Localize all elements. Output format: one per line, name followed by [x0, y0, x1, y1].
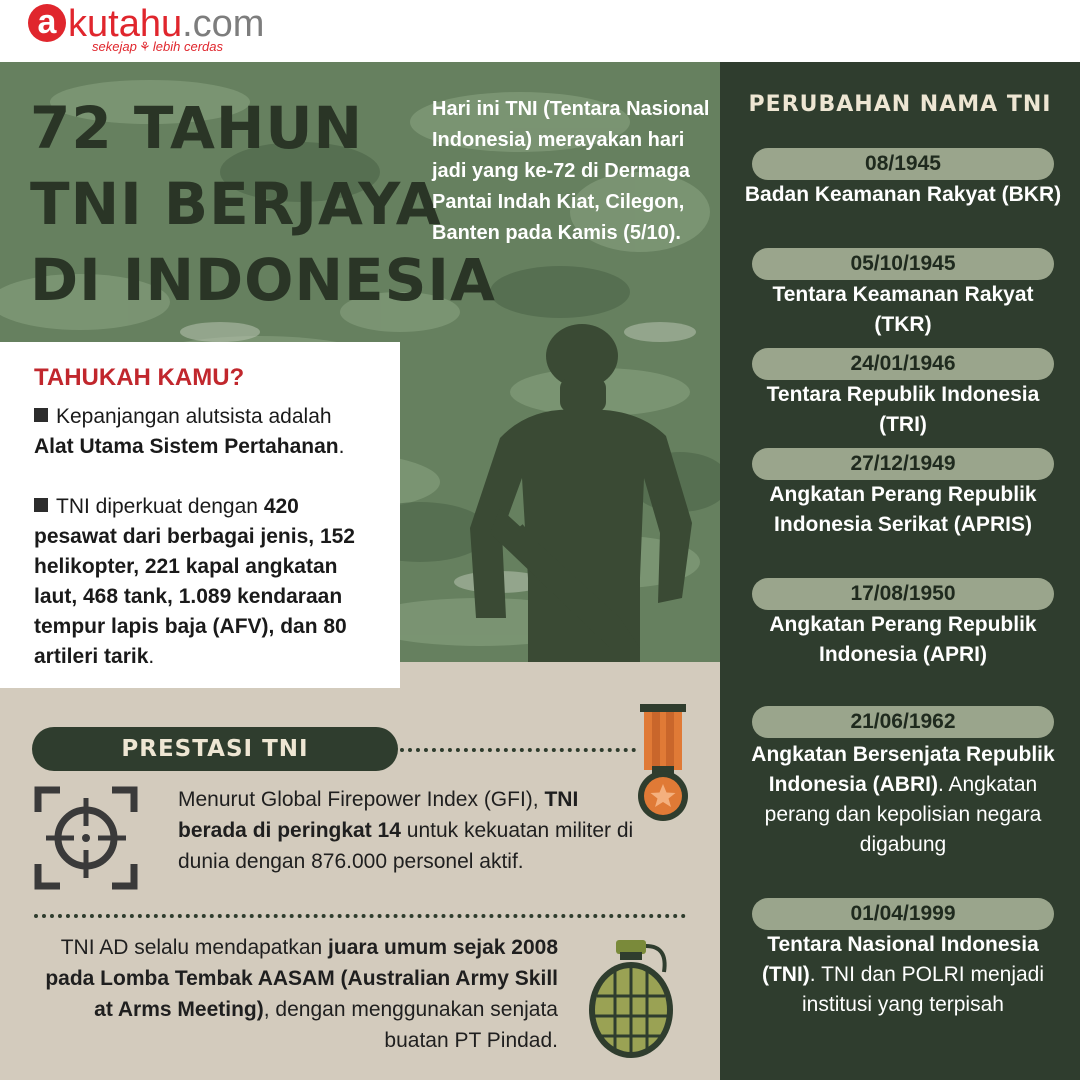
timeline-entry-2 — [742, 280, 1064, 340]
timeline-date-2: 05/10/1945 — [752, 248, 1054, 280]
logo-badge: a — [28, 4, 66, 42]
timeline-name-5: Angkatan Perang Republik Indonesia (APRI) — [769, 613, 1037, 666]
timeline-heading: PERUBAHAN NAMA TNI — [748, 92, 1052, 117]
timeline-name-3: Tentara Republik Indonesia (TRI) — [766, 383, 1040, 436]
logo[interactable] — [28, 4, 264, 44]
grenade-icon — [582, 936, 682, 1060]
achievements-heading: PRESTASI TNI — [32, 727, 398, 771]
timeline-date-5: 17/08/1950 — [752, 578, 1054, 610]
crosshair-icon — [32, 784, 140, 892]
logo-wordmark — [68, 4, 264, 44]
bullet-square-icon — [34, 498, 48, 512]
aasam-post: , dengan menggunakan senjata buatan PT Pindad. — [263, 998, 558, 1052]
dotted-divider — [34, 914, 686, 918]
header-bar — [0, 0, 1080, 62]
timeline-name-7: Tentara Nasional Indonesia (TNI) — [761, 933, 1039, 986]
gfi-bold: TNI berada di peringkat 14 — [178, 788, 579, 842]
soldier-silhouette — [430, 318, 730, 668]
timeline-date-6: 21/06/1962 — [752, 706, 1054, 738]
intro-text: Hari ini TNI (Tentara Nasional Indonesia) merayakan hari jadi yang ke-72 di Dermaga Pantai Indah Kiat, Cilegon, Banten pada Kamis (5/10). — [432, 98, 710, 244]
gfi-text — [178, 784, 648, 877]
timeline-entry-6 — [742, 740, 1064, 860]
fact-item-2 — [34, 492, 384, 672]
timeline-entry-1 — [742, 180, 1064, 210]
fact-1-bold: Alat Utama Sistem Pertahanan — [34, 435, 339, 458]
timeline-entry-7 — [742, 930, 1064, 1020]
fact-2-end: . — [148, 645, 155, 668]
gfi-pre: Menurut Global Firepower Index (GFI), — [178, 788, 539, 811]
aasam-bold: juara umum sejak 2008 pada Lomba Tembak AASAM (Australian Army Skill at Arms Meeting) — [45, 936, 558, 1021]
main-title — [30, 90, 496, 318]
fact-1-text: Kepanjangan alutsista adalah — [56, 405, 332, 428]
timeline-name-4: Angkatan Perang Republik Indonesia Serikat (APRIS) — [769, 483, 1037, 536]
timeline-name-2: Tentara Keamanan Rakyat (TKR) — [772, 283, 1034, 336]
timeline-note-7: . TNI dan POLRI menjadi institusi yang terpisah — [802, 963, 1045, 1016]
fact-heading: TAHUKAH KAMU? — [34, 364, 245, 391]
aasam-pre: TNI AD selalu mendapatkan — [60, 936, 323, 959]
title-line-2: TNI BERJAYA — [30, 170, 442, 238]
timeline-entry-3 — [742, 380, 1064, 440]
gfi-post: untuk kekuatan militer di dunia dengan 876.000 personel aktif. — [178, 819, 634, 873]
fact-2-text: TNI diperkuat dengan — [56, 495, 258, 518]
timeline-name-6: Angkatan Bersenjata Republik Indonesia (ABRI) — [751, 743, 1055, 796]
timeline-date-4: 27/12/1949 — [752, 448, 1054, 480]
aasam-text — [30, 932, 558, 1056]
fact-1-end: . — [338, 435, 345, 458]
dotted-connector — [400, 748, 636, 752]
tagline: sekejap ⚘ lebih cerdas — [92, 39, 224, 54]
timeline-date-7: 01/04/1999 — [752, 898, 1054, 930]
timeline-note-6: . Angkatan perang dan kepolisian negara digabung — [764, 773, 1042, 856]
logo-word-domain: .com — [182, 3, 265, 45]
fact-item-1 — [34, 402, 394, 462]
bullet-square-icon — [34, 408, 48, 422]
logo-word-main: kutahu — [68, 3, 183, 45]
timeline-date-3: 24/01/1946 — [752, 348, 1054, 380]
timeline-date-1: 08/1945 — [752, 148, 1054, 180]
timeline-entry-5 — [742, 610, 1064, 670]
timeline-name-1: Badan Keamanan Rakyat (BKR) — [744, 183, 1062, 206]
fact-2-bold: 420 pesawat dari berbagai jenis, 152 helikopter, 221 kapal angkatan laut, 468 tank, 1.089 kendaraan tempur lapis baja (AFV), dan 80 artileri tarik — [34, 495, 355, 668]
title-line-3: DI INDONESIA — [30, 246, 496, 314]
title-line-1: 72 TAHUN — [30, 94, 364, 162]
timeline-entry-4 — [742, 480, 1064, 540]
